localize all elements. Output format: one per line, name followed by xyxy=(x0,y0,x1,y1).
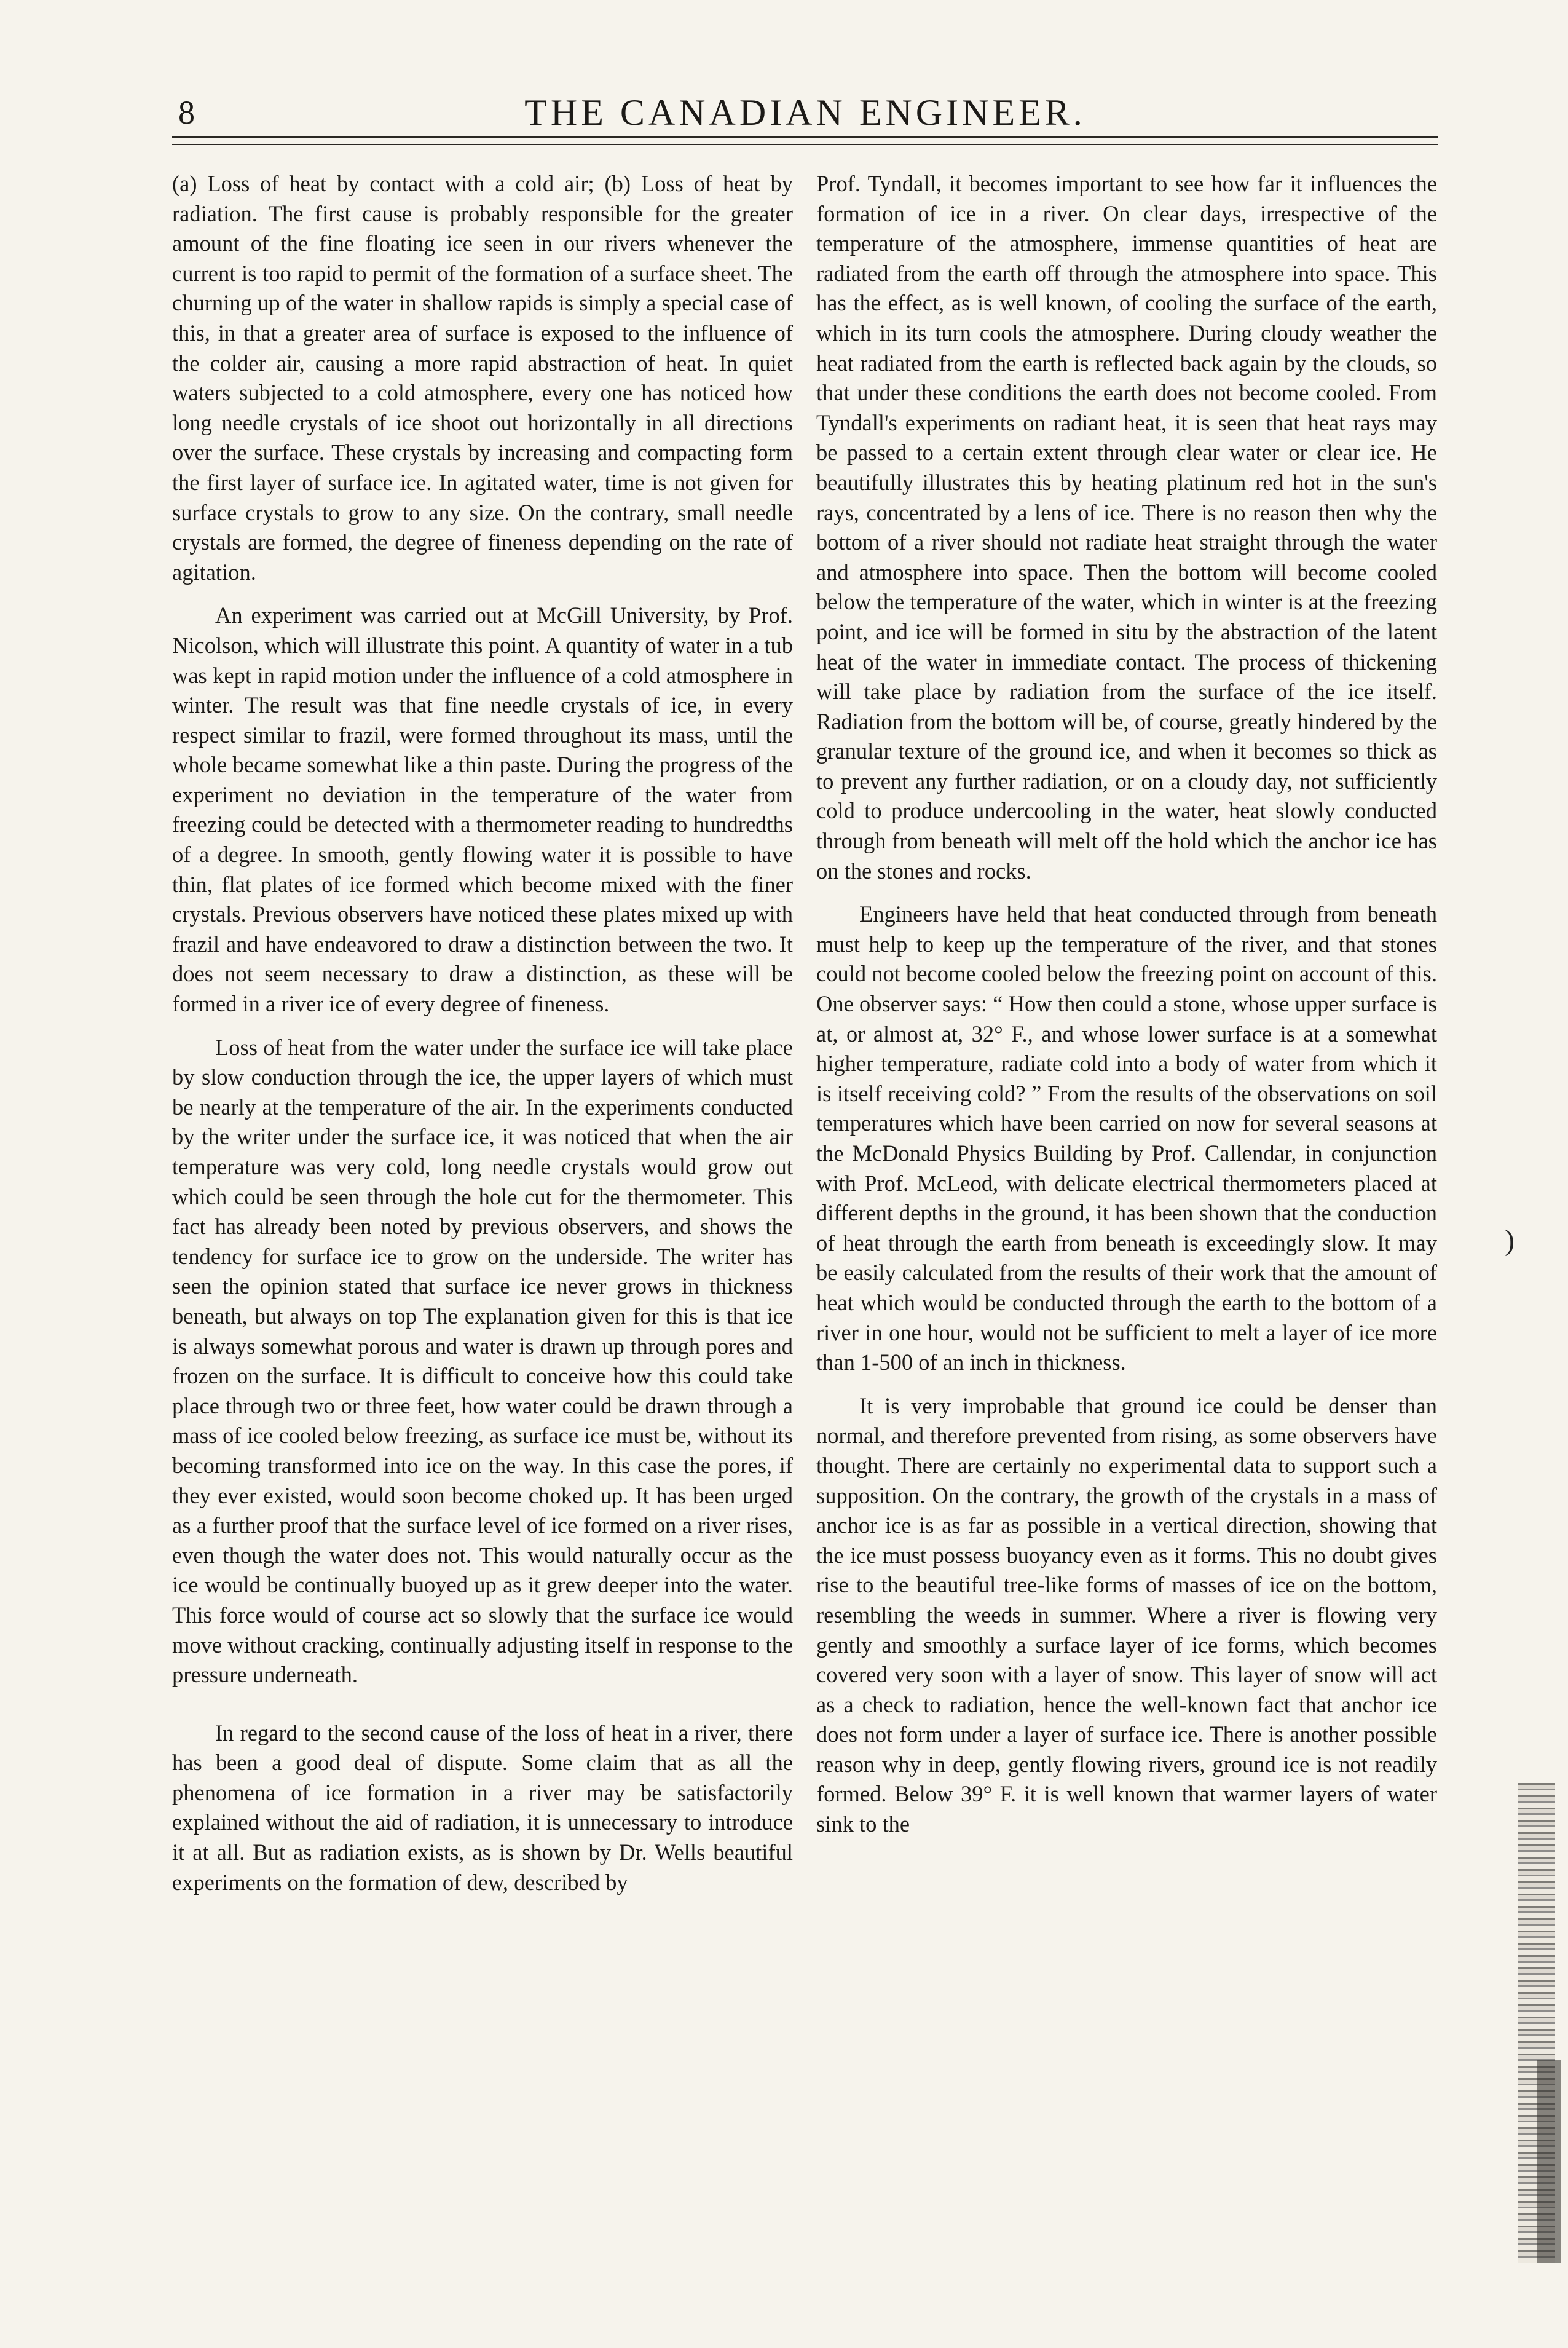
page-header xyxy=(172,91,1438,134)
scan-edge-shadow-dark xyxy=(1537,2060,1561,2263)
left-paragraph-2: An experiment was carried out at McGill University, by Prof. Nicolson, which will illustrate this point. A quantity of water in a tub was kept in rapid motion under the influence of a cold atmosphere in winter. The result was that fine needle crystals of ice, in every respect similar to frazil, were formed throughout its mass, until the whole became somewhat like a thin paste. During the progress of the experiment no deviation in the temperature of the water from freezing could be detected with a thermometer reading to hundredths of a degree. In smooth, gently flowing water it is possible to have thin, flat plates of ice formed which become mixed with the finer crystals. Previous observers have noticed these plates mixed up with frazil and have endeavored to draw a distinction between the two. It does not seem necessary to draw a distinction, as these will be formed in a river ice of every degree of fineness. xyxy=(172,603,793,1017)
page-number: 8 xyxy=(178,94,195,131)
left-paragraph-1: (a) Loss of heat by contact with a cold air; (b) Loss of heat by radiation. The first cause is probably responsible for the greater amount of the fine floating ice seen in our rivers whenever the current is too rapid to permit of the formation of a surface sheet. The churning up of the water in shallow rapids is simply a special case of this, in that a greater area of surface is exposed to the influence of the colder air, causing a more rapid abstraction of heat. In quiet waters subjected to a cold atmosphere, every one has noticed how long needle crystals of ice shoot out horizontally in all directions over the surface. These crystals by increasing and compacting form the first layer of surface ice. In agitated water, time is not given for surface crystals to grow to any size. On the contrary, small needle crystals are formed, the degree of fineness depending on the rate of agitation. xyxy=(172,171,793,585)
scan-artifact-mark: ) xyxy=(1505,1224,1515,1257)
left-paragraph-3: Loss of heat from the water under the surface ice will take place by slow conduction through the ice, the upper layers of which must be nearly at the temperature of the air. In the experiments conducted by the writer under the surface ice, it was noticed that when the air temperature was very cold, long needle crystals would grow out which could be seen through the hole cut for the thermometer. This fact has already been noted by previous observers, and shows the tendency for surface ice to grow on the underside. The writer has seen the opinion stated that surface ice never grows in thickness beneath, but always on top The explanation given for this is that ice is always somewhat porous and water is drawn up through pores and frozen on the surface. It is difficult to conceive how this could take place through two or three feet, how water could be drawn through a mass of ice cooled below freezing, as surface ice must be, without its becoming transformed into ice on the way. In this case the pores, if they ever existed, would soon become choked up. It has been urged as a further proof that the surface level of ice formed on a river rises, even though the water does not. This would naturally occur as the ice would be continually buoyed up as it grew deeper into the water. This force would of course act so slowly that the surface ice would move without cracking, continually adjusting itself in response to the pressure underneath. xyxy=(172,1034,793,1688)
journal-title: THE CANADIAN ENGINEER. xyxy=(524,92,1086,133)
left-paragraph-4: In regard to the second cause of the loss of heat in a river, there has been a good deal of dispute. Some claim that as all the phenomena of ice formation in a river may be satisfactorily explained without the aid of radiation, it is unnecessary to introduce it at all. But as radiation exists, as is shown by Dr. Wells beautiful experiments on the formation of dew, described by xyxy=(172,1720,793,1895)
right-paragraph-1: Prof. Tyndall, it becomes important to see how far it influences the formation of ice in a river. On clear days, irrespective of the temperature of the atmosphere, immense quantities of heat are radiated from the earth off through the atmosphere into space. This has the effect, as is well known, of cooling the surface of the earth, which in its turn cools the atmosphere. During cloudy weather the heat radiated from the earth is reflected back again by the clouds, so that under these conditions the earth does not become cooled. From Tyndall's experiments on radiant heat, it is seen that heat rays may be passed to a certain extent through clear water or clear ice. He beautifully illustrates this by heating platinum red hot in the sun's rays, concentrated by a lens of ice. There is no reason then why the bottom of a river should not radiate heat straight through the water and atmosphere into space. Then the bottom will become cooled below the temperature of the water, which in winter is at the freezing point, and ice will be formed in situ by the abstraction of the latent heat of the water in immediate contact. The process of thickening will take place by radiation from the surface of the ice itself. Radiation from the bottom will be, of course, greatly hindered by the granular texture of the ground ice, and when it becomes so thick as to prevent any further radiation, or on a cloudy day, not sufficiently cold to produce undercooling in the water, heat slowly conducted through from beneath will melt off the hold which the anchor ice has on the stones and rocks. xyxy=(816,171,1437,883)
right-paragraph-3: It is very improbable that ground ice could be denser than normal, and therefore prevented from rising, as some observers have thought. There are certainly no experimental data to support such a supposition. On the contrary, the growth of the crystals in a mass of anchor ice is as far as possible in a vertical direction, showing that the ice must possess buoyancy even as it forms. This no doubt gives rise to the beautiful tree-like forms of masses of ice on the bottom, resembling the weeds in summer. Where a river is flowing very gently and smoothly a surface layer of ice forms, which becomes covered very soon with a layer of snow. This layer of snow will act as a check to radiation, hence the well-known fact that anchor ice does not form under a layer of surface ice. There is another possible reason why in deep, gently flowing rivers, ground ice is not readily formed. Below 39° F. it is well known that warmer layers of water sink to the xyxy=(816,1393,1437,1837)
header-rule xyxy=(172,136,1438,145)
left-column xyxy=(172,169,793,1911)
right-column xyxy=(816,169,1437,1853)
right-paragraph-2: Engineers have held that heat conducted through from beneath must help to keep up the temperature of the river, and that stones could not become cooled below the freezing point on account of this. One observer says: “ How then could a stone, whose upper surface is at, or almost at, 32° F., and whose lower surface is at a somewhat higher temperature, radiate cold into a body of water from which it is itself receiving cold? ” From the results of the observations on soil temperatures which have been carried on now for several seasons at the McDonald Physics Building by Prof. Callendar, in conjunction with Prof. McLeod, with delicate electrical thermometers placed at different depths in the ground, it has been shown that the conduction of heat through the earth from beneath is exceedingly slow. It may be easily calculated from the results of their work that the amount of heat which would be conducted through the earth to the bottom of a river in one hour, would not be sufficient to melt a layer of ice more than 1-500 of an inch in thickness. xyxy=(816,901,1437,1375)
